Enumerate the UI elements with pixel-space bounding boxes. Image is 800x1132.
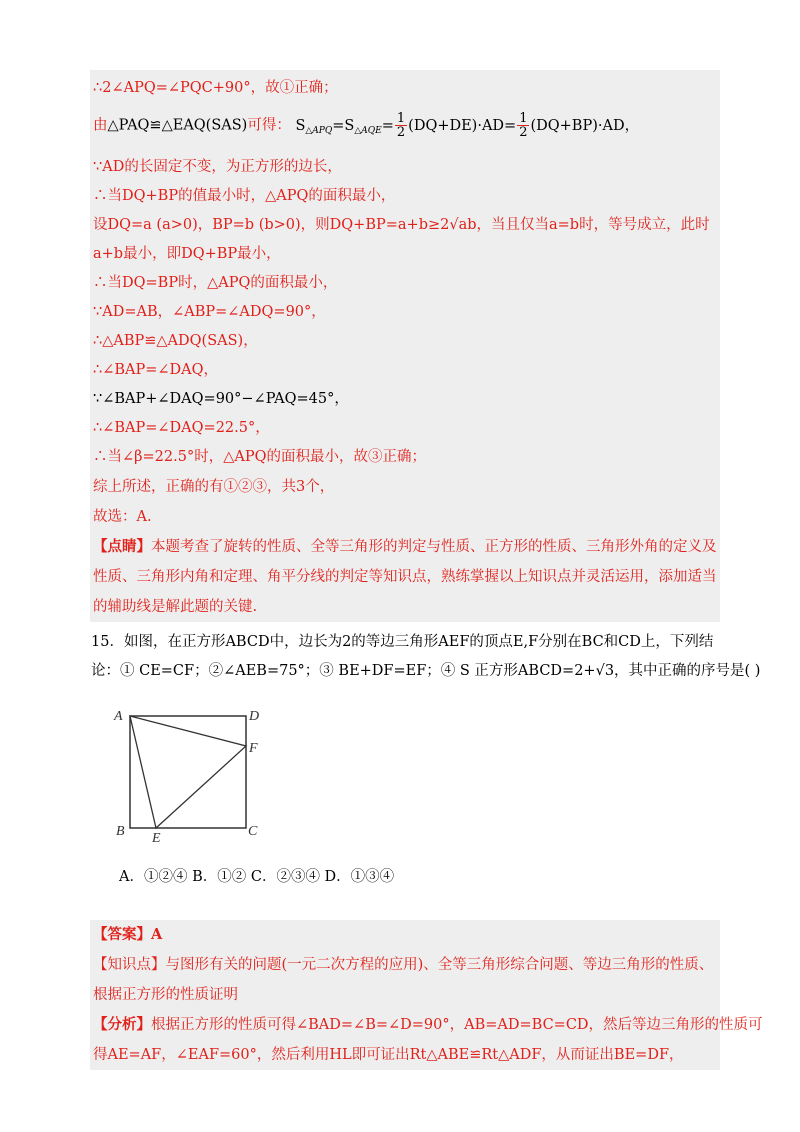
square-triangle-diagram xyxy=(108,702,268,846)
knowledge-line-2: 根据正方形的性质证明 xyxy=(93,987,238,1003)
solution-line-10: ∴∠BAP=∠DAQ， xyxy=(93,362,219,378)
solution-line-8: ∵AD=AB，∠ABP=∠ADQ=90°， xyxy=(93,304,326,320)
numerator: 1 xyxy=(396,111,406,126)
subscript: △AQE xyxy=(354,125,382,136)
label-a: A xyxy=(114,709,123,724)
question-line-1: 15．如图，在正方形ABCD中，边长为2的等边三角形AEF的顶点E,F分别在BC和CD上，下列结 xyxy=(91,634,714,650)
analysis-line-2: 得AE=AF，∠EAF=60°，然后利用HL即可证出Rt△ABE≌Rt△ADF，从而证出BE=DF， xyxy=(93,1047,684,1063)
text-fragment: 根据正方形的性质可得∠BAD=∠B=∠D=90°，AB=AD=BC=CD，然后等边三角形的性质可 xyxy=(151,1017,763,1033)
solution-line-9: ∴△ABP≌△ADQ(SAS)， xyxy=(93,333,258,349)
solution-line-14: 综上所述，正确的有①②③，共3个， xyxy=(93,479,335,495)
solution-line-5: 设DQ=a (a>0)，BP=b (b>0)，则DQ+BP=a+b≥2√ab，当且仅当a=b时，等号成立，此时 xyxy=(93,217,710,233)
comment-tag: 【点睛】 xyxy=(93,538,151,555)
solution-line-2 xyxy=(93,112,639,141)
question-line-2: 论：① CE=CF；②∠AEB=75°；③ BE+DF=EF；④ S 正方形ABCD=2+√3，其中正确的序号是( ) xyxy=(91,663,761,679)
subscript: △APQ xyxy=(305,125,333,136)
solution-line-11: ∵∠BAP+∠DAQ=90°−∠PAQ=45°， xyxy=(93,391,349,407)
text-fragment: =S xyxy=(332,117,355,134)
knowledge-line-1: 【知识点】与图形有关的问题(一元二次方程的应用)、全等三角形综合问题、等边三角形的性质、 xyxy=(93,957,714,973)
denominator: 2 xyxy=(396,125,406,140)
label-e: E xyxy=(152,831,161,842)
solution-comment-line-1 xyxy=(93,537,717,557)
numerator: 1 xyxy=(519,111,528,126)
analysis-line-1 xyxy=(93,1015,763,1035)
solution-line-12: ∴∠BAP=∠DAQ=22.5°， xyxy=(93,420,270,436)
square-abcd xyxy=(130,716,246,828)
label-b: B xyxy=(116,824,125,839)
answer-options: A．①②④ B．①② C．②③④ D．①③④ xyxy=(119,869,395,885)
label-f: F xyxy=(249,741,258,756)
label-d: D xyxy=(249,709,260,724)
text-fragment: 可得： xyxy=(247,117,291,134)
denominator: 2 xyxy=(519,125,528,140)
fraction-half xyxy=(395,112,407,139)
solution-line-13: ∴当∠β=22.5°时，△APQ的面积最小，故③正确； xyxy=(93,449,426,465)
text-fragment: S xyxy=(295,117,306,134)
triangle-aef xyxy=(130,716,246,828)
solution-comment-line-2: 性质、三角形内角和定理、角平分线的判定等知识点，熟练掌握以上知识点并灵活运用，添加适当 xyxy=(93,569,717,585)
text-fragment: 本题考查了旋转的性质、全等三角形的判定与性质、正方形的性质、三角形外角的定义及 xyxy=(151,539,717,555)
solution-line-7: ∴当DQ=BP时，△APQ的面积最小， xyxy=(93,275,338,291)
solution-comment-line-3: 的辅助线是解此题的关键. xyxy=(93,599,258,615)
solution-line-1: ∴2∠APQ=∠PQC+90°，故①正确； xyxy=(93,80,338,96)
answer-line: 【答案】A xyxy=(93,926,163,943)
text-fragment: △PAQ≌△EAQ(SAS) xyxy=(107,117,248,134)
solution-line-3: ∵AD的长固定不变，为正方形的边长， xyxy=(93,159,342,175)
text-fragment: = xyxy=(381,117,394,134)
text-fragment: 由 xyxy=(93,117,108,134)
solution-line-4: ∴当DQ+BP的值最小时，△APQ的面积最小， xyxy=(93,188,396,204)
label-c: C xyxy=(248,824,258,839)
fraction-half-2 xyxy=(517,112,529,139)
analysis-tag: 【分析】 xyxy=(93,1016,151,1033)
solution-line-15: 故选：A. xyxy=(93,509,152,525)
text-fragment: (DQ+DE)·AD= xyxy=(408,117,517,134)
text-fragment: (DQ+BP)·AD， xyxy=(530,117,640,134)
solution-line-6: a+b最小，即DQ+BP最小， xyxy=(93,246,281,262)
